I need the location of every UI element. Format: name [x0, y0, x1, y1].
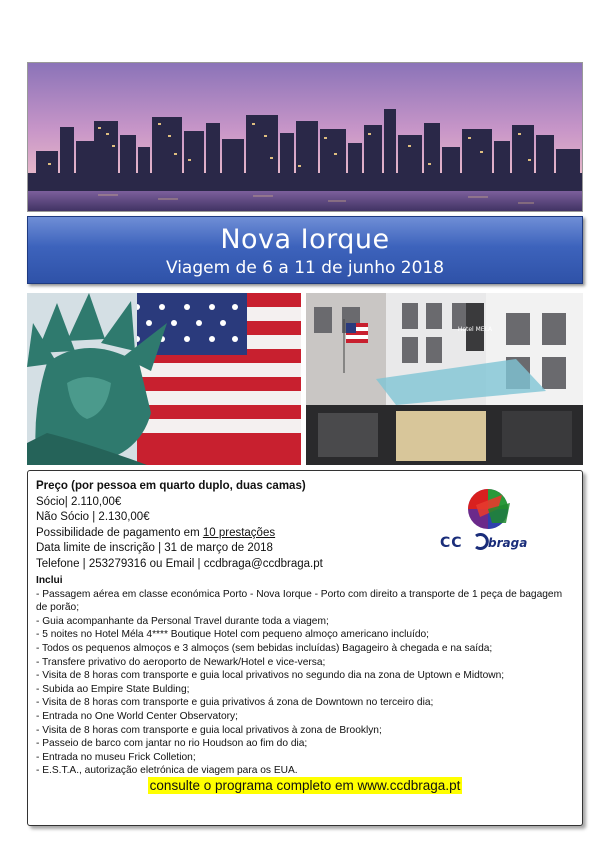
program-cta: [28, 777, 582, 795]
list-item: - Entrada no One World Center Observatory;: [36, 710, 238, 722]
list-item: - Passeio de barco com jantar no rio Houdson ao fim do dia;: [36, 738, 308, 750]
contact-info: Telefone | 253279316 ou Email | ccdbraga@ccdbraga.pt: [36, 557, 323, 570]
price-socio: Sócio| 2.110,00€: [36, 495, 122, 508]
includes-section: [36, 574, 576, 778]
list-item: - E.S.T.A., autorização eletrónica de viagem para os EUA.: [36, 765, 298, 777]
info-box: [27, 470, 583, 826]
list-item: - Visita de 8 horas com transporte e guia local privativos no segundo dia na zona de Uptown e Midtown;: [36, 670, 505, 682]
payment-options: [36, 526, 323, 542]
payment-prefix: Possibilidade de pagamento em: [36, 526, 203, 539]
list-item: - Transfere privativo do aeroporto de Newark/Hotel e vice-versa;: [36, 656, 326, 668]
logo-text: braga: [488, 536, 528, 550]
ccd-braga-logo: [436, 483, 536, 553]
price-nao-socio: Não Sócio | 2.130,00€: [36, 511, 150, 523]
list-item: - Visita de 8 horas com transporte e guia privativos á zona de Downtown no terceiro dia;: [36, 697, 434, 709]
statue-of-liberty-image: [27, 293, 301, 465]
list-item: - Subida ao Empire State Bulding;: [36, 683, 190, 695]
title-banner: [27, 216, 583, 284]
page-title: Nova Iorque: [220, 224, 390, 255]
trip-dates: Viagem de 6 a 11 de junho 2018: [165, 258, 445, 278]
price-heading: Preço (por pessoa em quarto duplo, duas camas): [36, 480, 306, 492]
payment-installments-link[interactable]: 10 prestações: [202, 526, 276, 539]
registration-deadline: Data limite de inscrição | 31 de março de 2018: [36, 542, 273, 554]
list-item: - 5 noites no Hotel Méla 4**** Boutique Hotel com pequeno almoço americano incluído;: [36, 629, 430, 641]
list-item: - Visita de 8 horas com transporte e guia local privativos à zona de Brooklyn;: [36, 724, 382, 736]
hotel-mela-image: [306, 293, 583, 465]
hotel-sign: Hotel MELA: [457, 326, 493, 333]
svg-text:CC: CC: [440, 535, 463, 551]
list-item: - Todos os pequenos almoços e 3 almoços (sem bebidas incluídas) Bagageiro à chegada e na saída;: [36, 642, 493, 654]
list-item: - Entrada no museu Frick Colletion;: [36, 751, 196, 763]
program-link[interactable]: consulte o programa completo em www.ccdbraga.pt: [149, 778, 461, 793]
price-section: [36, 479, 323, 572]
list-item: - Passagem aérea em classe económica Porto - Nova Iorque - Porto com direito a transporte de 1 peça de bagagem de porão;: [36, 588, 563, 614]
list-item: - Guia acompanhante da Personal Travel durante toda a viagem;: [36, 615, 329, 627]
includes-heading: Inclui: [36, 575, 63, 586]
skyline-banner-image: [27, 62, 583, 212]
includes-list: [36, 588, 576, 778]
